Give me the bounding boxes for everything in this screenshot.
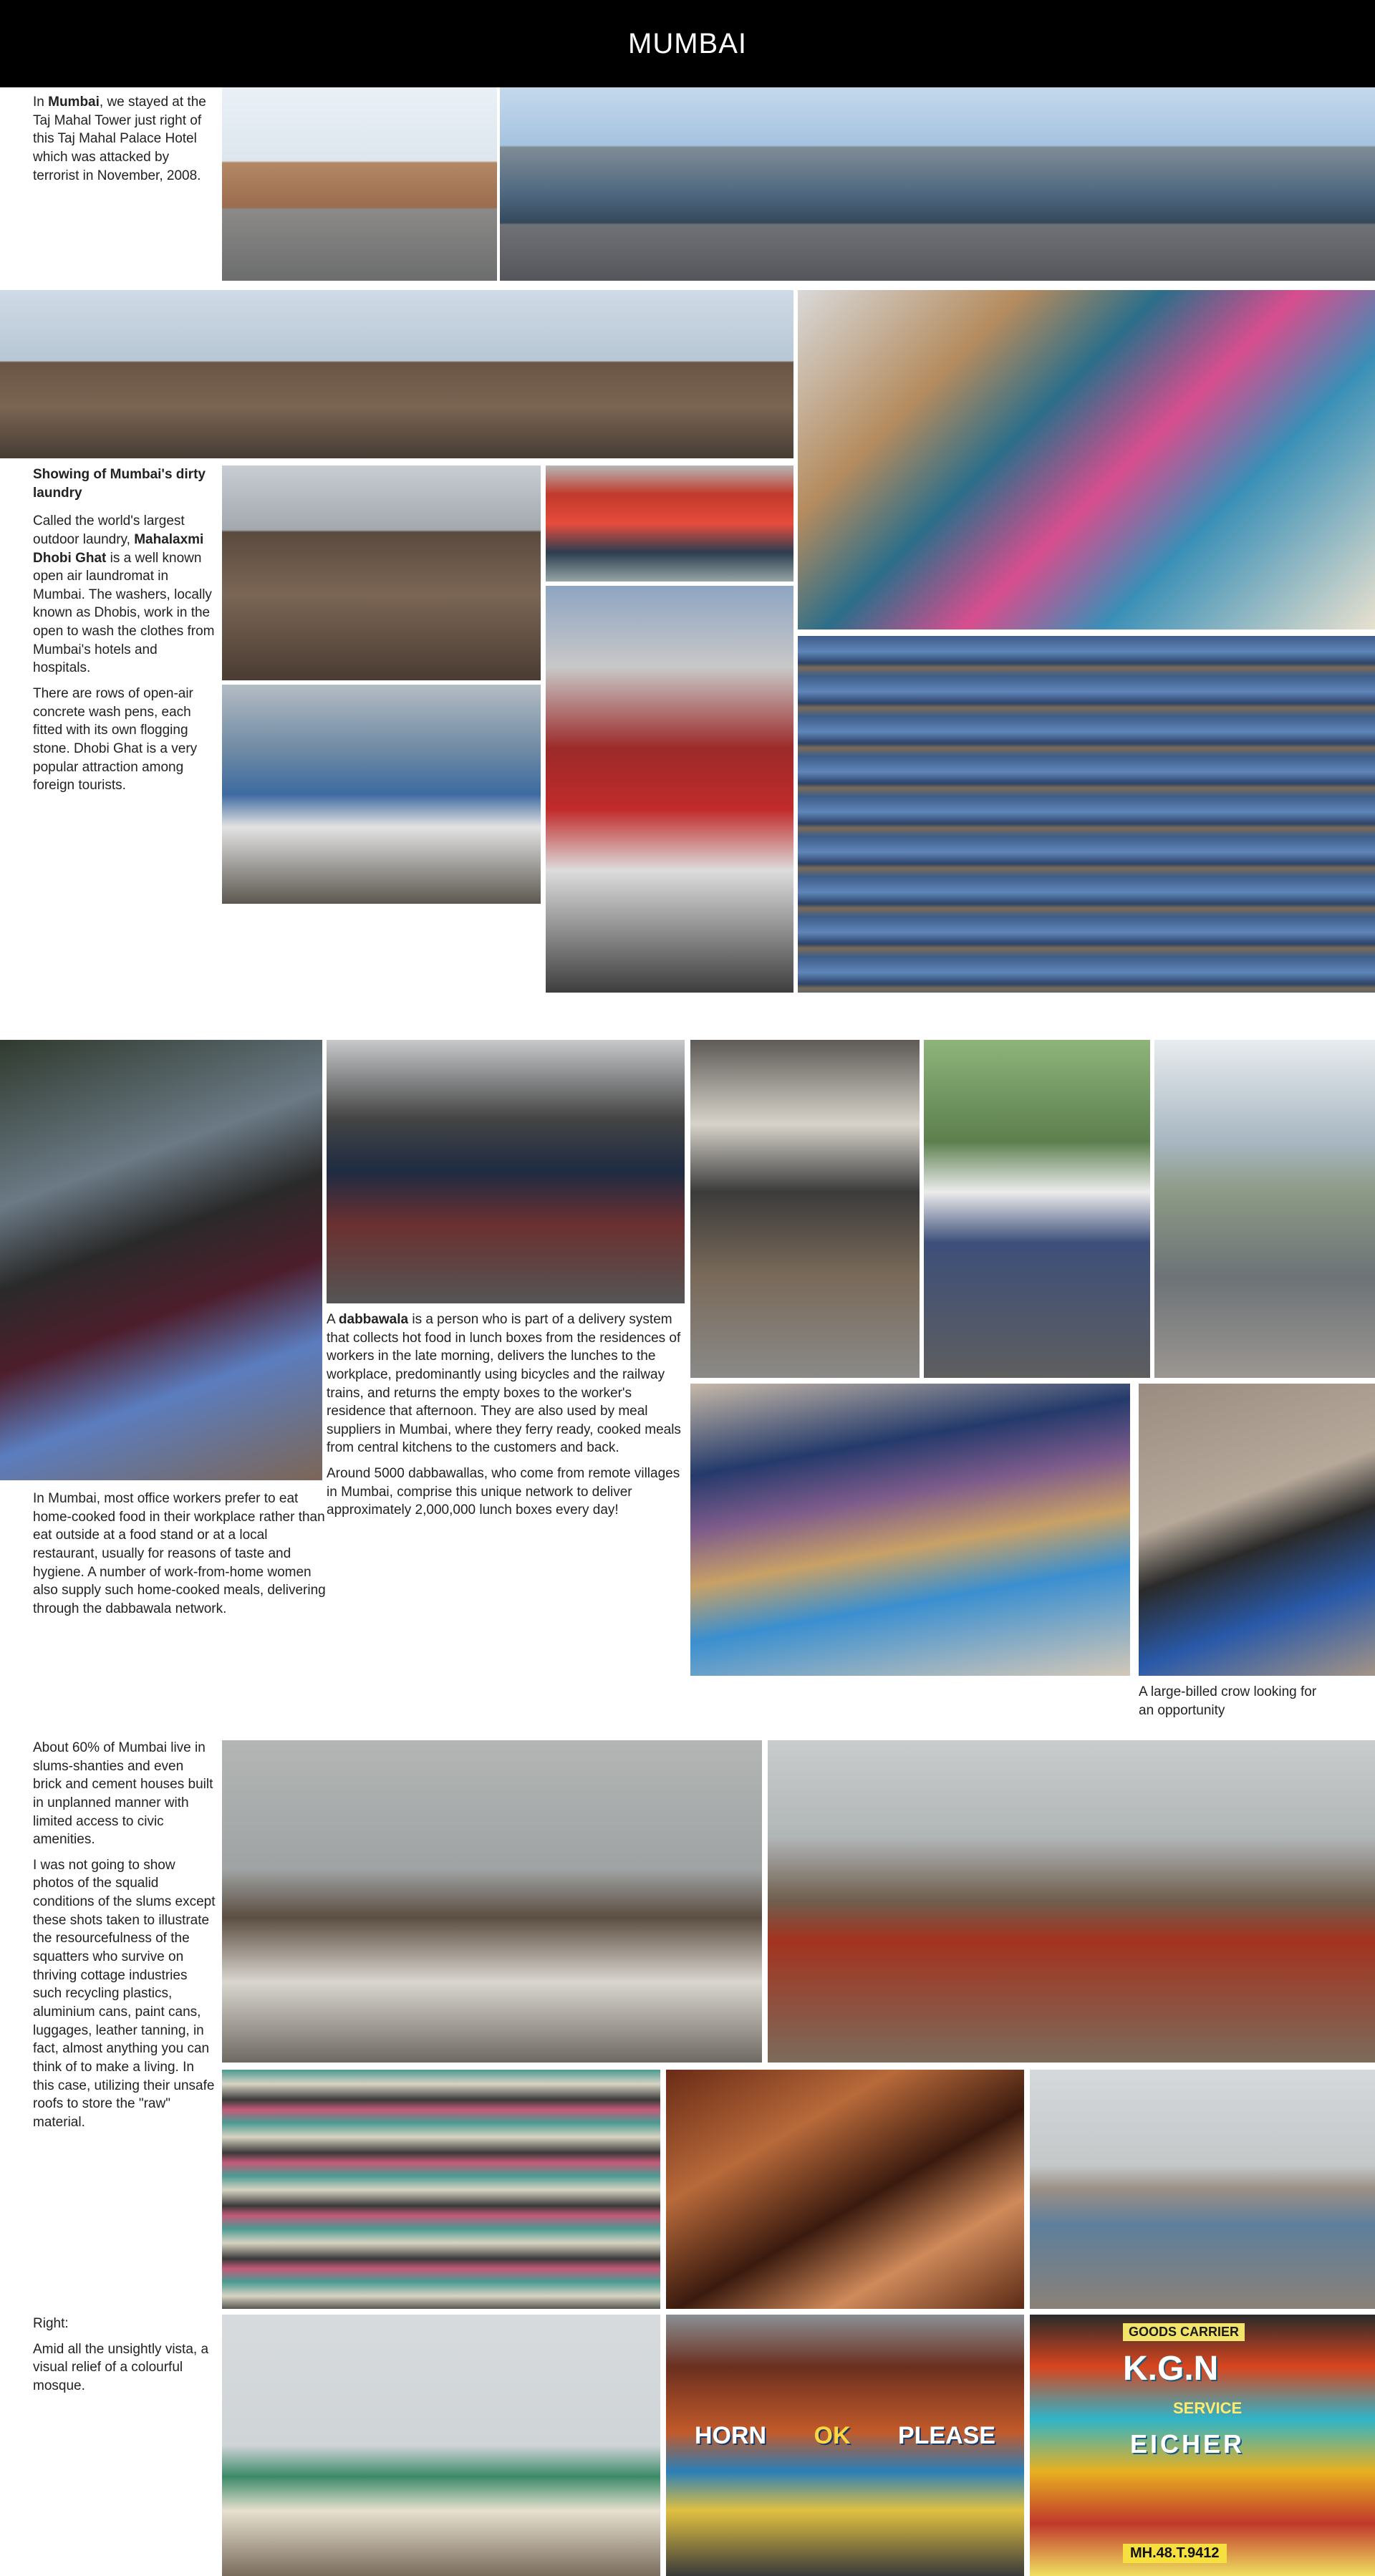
dhobi-roofs-photo [222,465,541,680]
truck-horn-ok-please-sign: HORN OK PLEASE [695,2422,995,2449]
truck-service-label: SERVICE [1173,2399,1243,2417]
chawl-building-photo [222,2070,660,2309]
page-banner [0,0,1375,87]
dabbawalas-sorting-photo [690,1040,920,1378]
leather-worker-photo [666,2070,1024,2309]
dhobi-ghat-heading: Showing of Mumbai's dirty laundry [33,467,206,501]
gateway-of-india-photo [500,87,1375,281]
mosque-caption: Right: Amid all the unsightly vista, a visual relief of a colourful mosque. [33,2316,209,2393]
truck-back-photo [666,2315,1024,2576]
clothes-lines-photo [546,465,793,582]
truck-name-label: K.G.N [1123,2350,1219,2388]
street-bags-photo [1154,1040,1375,1378]
truck-brand-label: EICHER [1130,2429,1245,2459]
dhobi-ghat-text: Showing of Mumbai's dirty laundry Called the world's largest outdoor laundry, Mahalaxmi Dhobi Ghat is a well known open air laundromat in Mumbai. The washers, locally known as Dhobis, work in the open to wash the clothes from Mumbai's hotels and hospitals. There are rows of open-air concrete wash pens, each fitted with its own flogging stone. Dhobi Ghat is a very popular attraction among foreign tourists. [33,467,215,793]
truck-number-plate: MH.48.T.9412 [1123,2544,1227,2563]
drying-jeans-photo [798,636,1375,993]
dabbawala-cart-photo [0,1040,322,1480]
truck-carrier-label: GOODS CARRIER [1123,2323,1245,2341]
dhobi-tents-photo [222,685,541,904]
dabbawala-text: A dabbawala is a person who is part of a delivery system that collects hot food in lunch boxes from the residences of workers in the late morning, delivers the lunches to the workplace, predominantly using bicycles and the railway trains, and returns the empty boxes to the worker's residence that afternoon. They are also used by meal suppliers in Mumbai, where they ferry ready, cooked meals from central kitchens to the customers and back. Around 5000 dabbawallas, who come from remote villages in Mumbai, comprise this unique network to deliver approximately 2,000,000 lunch boxes every day! [327,1312,681,1518]
slums-text: About 60% of Mumbai live in slums-shanties and even brick and cement houses built in unplanned manner with limited access to civic amenities. I was not going to show photos of the squalid conditions of the slums except these shots taken to illustrate the resourcefulness of the squatters who survive on thriving cottage industries such recycling plastics, aluminium cans, paint cans, luggages, leather tanning, in fact, almost anything you can think of to make a living. In this case, utilizing their unsafe roofs to store the "raw" material. [33,1740,216,2130]
page-title: MUMBAI [628,27,747,59]
slum-recycling-photo [222,1740,762,2063]
crow-photo [1139,1384,1375,1676]
taj-caption: In Mumbai, we stayed at the Taj Mahal Tower just right of this Taj Mahal Palace Hotel which was attacked by terrorist in November, 2008. [33,95,206,183]
dabbawala-carrying-bags-photo [327,1040,685,1303]
visitors-couple-photo [1030,2070,1375,2309]
wash-pens-photo [546,586,793,993]
slum-rooftops-photo [768,1740,1375,2063]
washer-with-laundry-photo [798,290,1375,629]
crow-caption: A large-billed crow looking for an opportunity [1139,1684,1317,1718]
mosque-photo [222,2315,660,2576]
dhobi-ghat-panorama-photo [0,290,793,458]
dabbawalas-group-photo [924,1040,1150,1378]
lunch-bag-pile-photo [690,1384,1130,1676]
truck-front-photo [1030,2315,1375,2576]
office-workers-caption: In Mumbai, most office workers prefer to eat home-cooked food in their workplace rather than eat outside at a food stand or at a local restaurant, usually for reasons of taste and hygiene. A number of work-from-home women also supply such home-cooked meals, delivering through the dabbawala network. [33,1491,326,1616]
taj-hotel-photo [222,87,497,281]
